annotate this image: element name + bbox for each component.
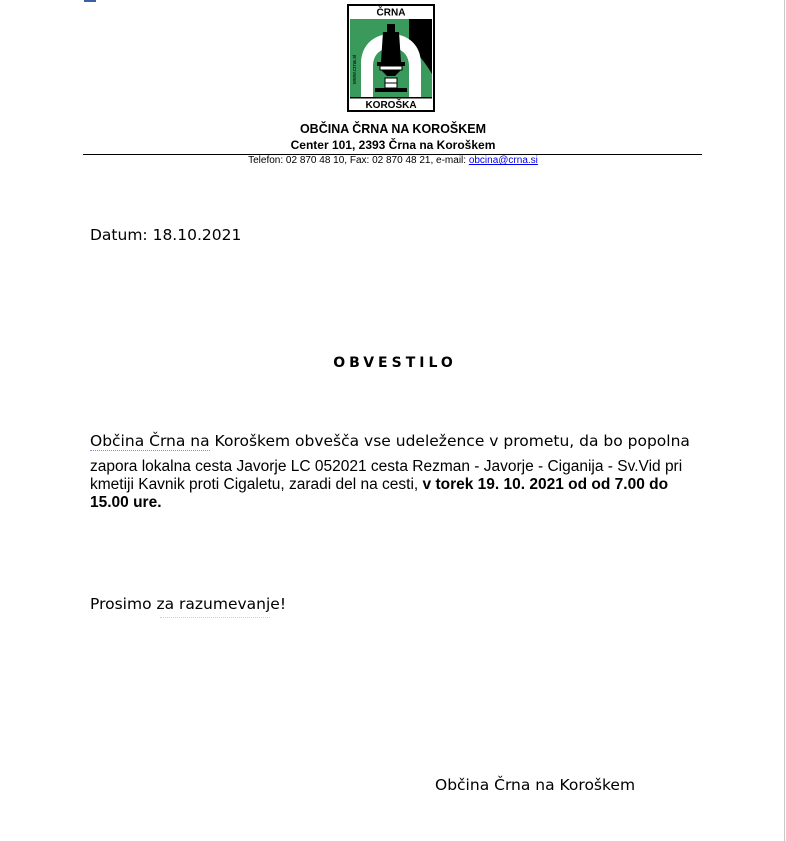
logo-bottom-text: KOROŠKA [365,100,417,111]
top-edge-mark [84,0,96,2]
signature: Občina Črna na Koroškem [435,776,636,794]
notice-body-bold: v torek 19. 10. 2021 od od 7.00 do 15.00 ure. [90,476,669,511]
email-link[interactable]: obcina@crna.si [468,155,538,166]
org-name: OBČINA ČRNA NA KOROŠKEM [299,122,487,136]
document-heading: OBVESTILO [333,355,457,371]
notice-first-line [90,432,690,450]
document-date: Datum: 18.10.2021 [90,226,242,244]
notice-spellcheck-span: Občina Črna na [90,432,210,450]
notice-body [90,458,690,512]
contact-line [0,155,786,166]
closing-text: Prosimo za razumevanje! [90,595,287,613]
notice-body-text: zapora lokalna cesta Javorje LC 052021 cesta Rezman - Javorje - Ciganija - Sv.Vid pri kmetiji Kavnik proti Cigaletu, zaradi del na cesti, [90,458,683,493]
org-address: Center 101, 2393 Črna na Koroškem [290,138,496,152]
notice-first-line-rest: Koroškem obvešča vse udeležence v prometu, da bo popolna [209,432,690,450]
municipality-logo [347,4,435,112]
contact-text: Telefon: 02 870 48 10, Fax: 02 870 48 21, e-mail: [248,155,469,166]
closing-underline [160,617,270,618]
logo-side-text: www.crna.si [352,54,358,84]
logo-top-text: ČRNA [376,7,406,19]
